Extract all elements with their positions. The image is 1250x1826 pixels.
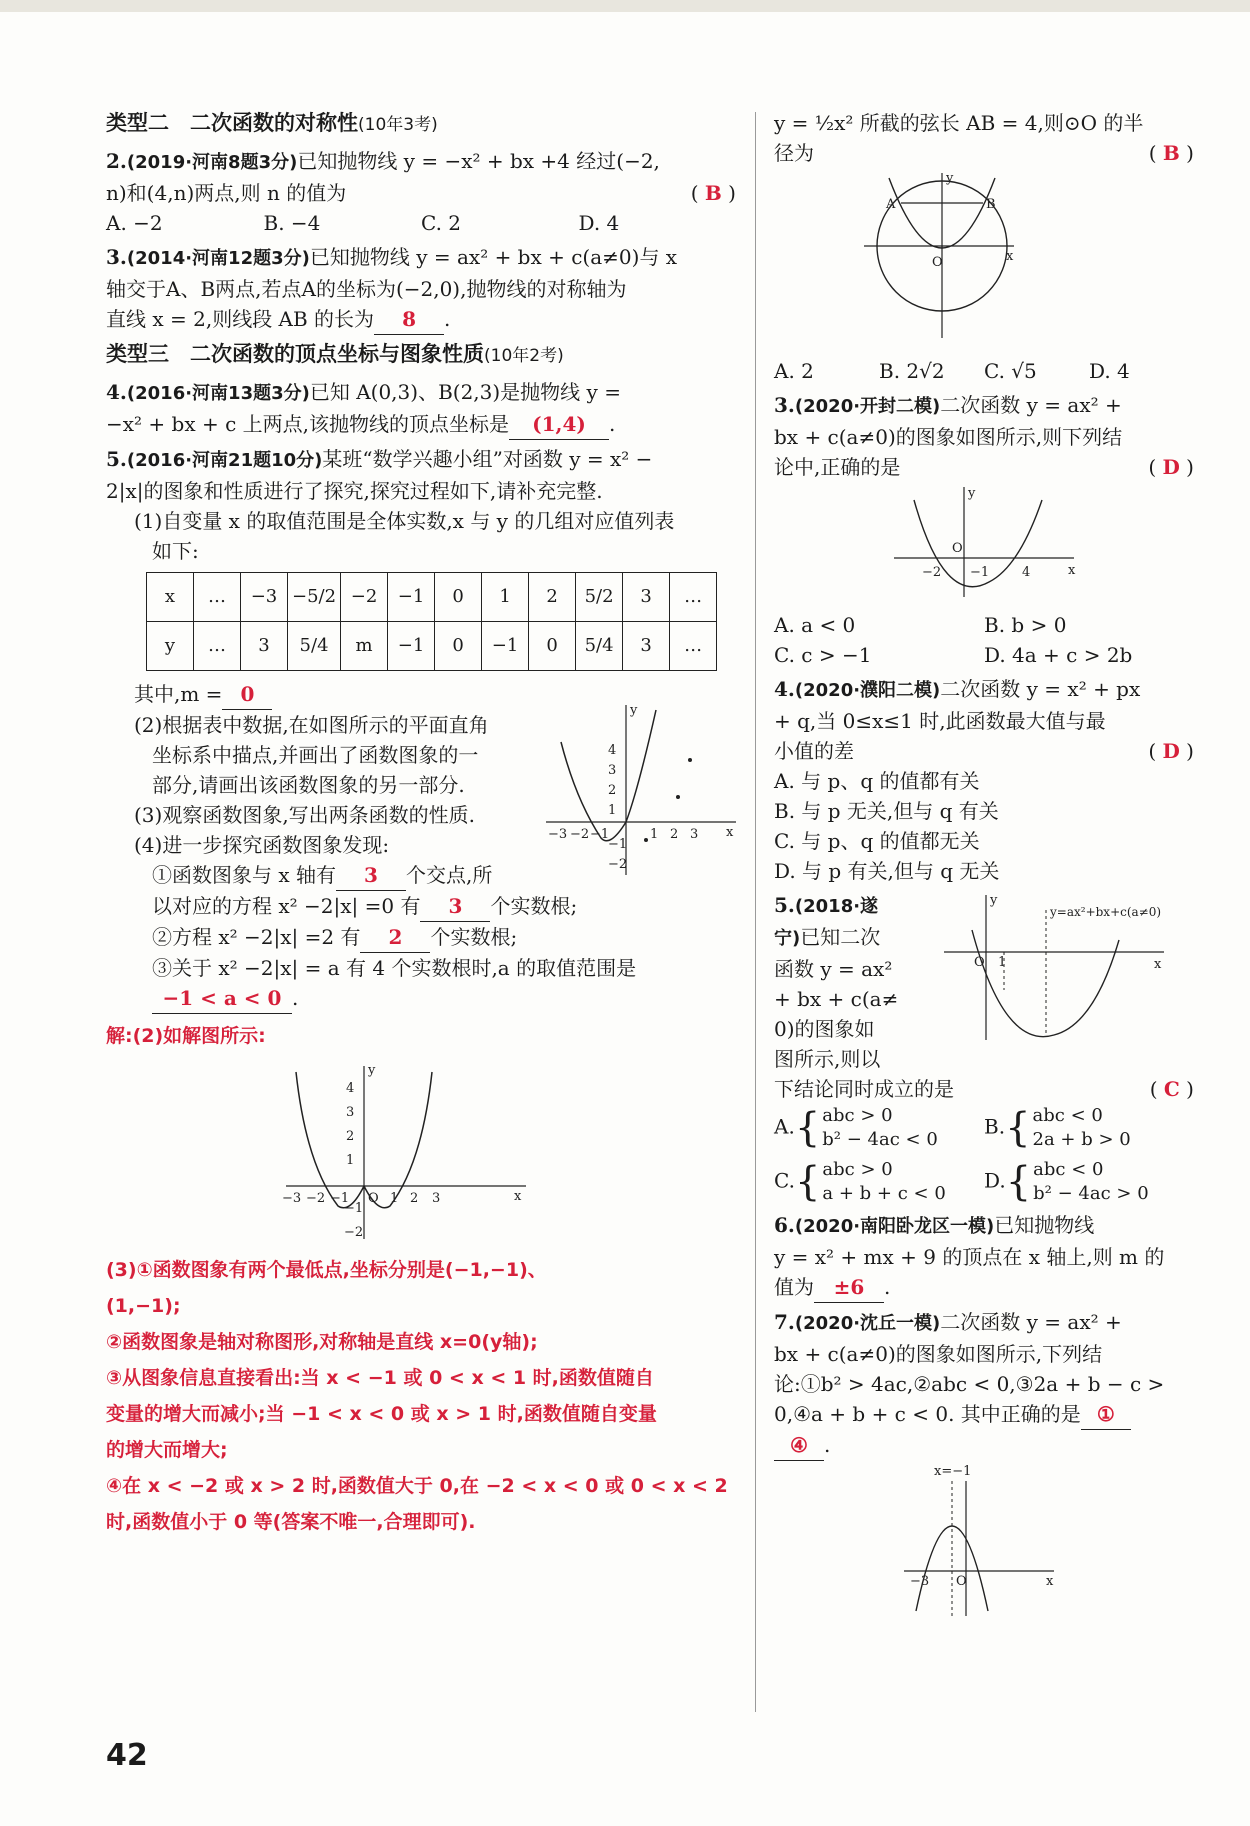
table-row: y … 3 5/4 m −1 0 −1 0 5/4 3 … [147,622,717,671]
svg-text:x: x [514,1189,522,1204]
left-column [106,108,736,1540]
solution-3-3a: ③从图象信息直接看出:当 x < −1 或 0 < x < 1 时,函数值随自 [106,1367,654,1389]
r-q7-answer-a: ① [1081,1399,1131,1430]
svg-text:−1: −1 [590,827,610,842]
solution-3-3b: 变量的增大而减小;当 −1 < x < 0 或 x > 1 时,函数值随自变量 [106,1403,657,1425]
svg-text:−2: −2 [570,827,590,842]
svg-text:2: 2 [346,1129,355,1144]
svg-text:−3: −3 [910,1574,930,1589]
svg-text:−2: −2 [306,1191,326,1206]
q2-answer: B [704,181,722,205]
svg-text:A: A [886,197,896,212]
r-q5-options: A. { abc > 0 b² − 4ac < 0 B. { abc < 0 2a + b > 0 C. { abc > 0 a + b + c < 0 D. { abc < 0 b² − 4ac > 0 [774,1105,1149,1205]
r-q2-options: A. 2 B. 2√2 C. √5 D. 4 [774,359,1130,383]
question-5: 5.(2016·河南21题10分)某班“数学兴趣小组”对函数 y = x² − 2|x|的图象和性质进行了探究,探究过程如下,请补充完整. (1)自变量 x 的取值范围是全体实数,x 与 y 的几组对应值列表 如下: x … −3 −5/2 −2 −1 0 1 2 5/2 3 … y … 3 5/4 m −1 0 −1 0 5/4 3 … 其中,m = 0 (2)根据表中数据,在如图所示的平面直角 坐标系中描点,并画出了函数图象的一 部分,请画出该函数图象的另一部分. (3)观察函数图象,写出两条函数的性质. (4)进一步探究函数图象发现: x y 4 3 2 1 −3 −2 −1 1 2 3 −1 −2 ①函数图象与 x 轴有 3 个交点,所 以对应的方程 x² −2|x| =0 有 3 个实数根; ②方程 x² −2|x| =2 有 2 个实数根; ③关于 x² −2|x| = a 有 4 个实数根时,a 的取值范围是 −1 < a < 0 . [106,444,736,1014]
r-q7-answer-b: ④ [774,1430,824,1461]
q3-answer: 8 [374,304,444,335]
solution-3-4b: 时,函数值小于 0 等(答案不唯一,合理即可). [106,1511,476,1533]
svg-text:O: O [974,955,985,970]
svg-text:O: O [368,1191,379,1206]
svg-text:−3: −3 [282,1191,302,1206]
svg-text:1: 1 [998,955,1007,970]
svg-text:y: y [368,1063,376,1078]
svg-text:3: 3 [346,1105,355,1120]
section-2-heading: 类型二 二次函数的对称性(10年3考) [106,111,438,135]
svg-text:4: 4 [608,743,617,758]
r-q3-graph [774,482,1194,602]
svg-text:B: B [986,197,996,212]
solution-3-4a: ④在 x < −2 或 x > 2 时,函数值大于 0,在 −2 < x < 0 或 0 < x < 2 [106,1475,728,1497]
svg-text:2: 2 [410,1191,419,1206]
q4-answer: (1,4) [509,409,609,440]
table-row: x … −3 −5/2 −2 −1 0 1 2 5/2 3 … [147,573,717,622]
svg-text:1: 1 [346,1153,355,1168]
svg-text:O: O [956,1574,967,1589]
solution-3-1b: (1,−1); [106,1295,181,1317]
svg-text:−2: −2 [922,565,942,580]
svg-text:−2: −2 [344,1225,364,1240]
q5-partial-graph [546,700,746,880]
r-q3-answer: D [1162,455,1180,479]
svg-text:y: y [968,486,976,501]
r-q6-answer: ±6 [814,1272,884,1303]
r-q4-answer: D [1162,739,1180,763]
question-2: 2.(2019·河南8题3分)已知抛物线 y = −x² + bx +4 经过(−2, n)和(4,n)两点,则 n 的值为 ( B ) A. −2 B. −4 C. 2 D. 4 [106,146,736,238]
value-table [146,572,717,671]
svg-text:y: y [630,703,638,718]
question-3: 3.(2014·河南12题3分)已知抛物线 y = ax² + bx + c(a≠0)与 x 轴交于A、B两点,若点A的坐标为(−2,0),抛物线的对称轴为 直线 x = 2,则线段 AB 的长为 8 . [106,242,736,335]
svg-text:y: y [946,171,954,186]
column-divider [755,112,756,1712]
q2-options: A. −2 B. −4 C. 2 D. 4 [106,211,620,235]
svg-text:x: x [1154,957,1162,972]
svg-text:−3: −3 [548,827,568,842]
svg-text:4: 4 [1022,565,1031,580]
r-question-7: 7.(2020·沈丘一模)二次函数 y = ax² + bx + c(a≠0)的图象如图所示,下列结 论:①b² > 4ac,②abc < 0,③2a + b − c > 0,④a + b + c < 0. 其中正确的是 ① ④ . x=−1 −3 O x [774,1307,1194,1629]
svg-text:−1: −1 [344,1201,364,1216]
solution-heading: 解:(2)如解图所示: [106,1025,266,1047]
svg-text:x: x [726,825,734,840]
svg-text:−2: −2 [608,857,628,872]
question-2-cont: y = ½x² 所截的弦长 AB = 4,则⊙O 的半 径为 ( B ) A B O x y A. 2 B. 2√2 C. √5 D. 4 [774,108,1194,386]
svg-text:−1: −1 [970,565,990,580]
solution-3-2: ②函数图象是轴对称图形,对称轴是直线 x=0(y轴); [106,1331,538,1353]
solution-3-3c: 的增大而增大; [106,1439,228,1461]
svg-text:4: 4 [346,1081,355,1096]
r-q2-answer: B [1162,141,1180,165]
circle-parabola-graph [774,168,1194,348]
a-range-answer: −1 < a < 0 [152,983,292,1014]
svg-text:2: 2 [670,827,679,842]
svg-text:1: 1 [390,1191,399,1206]
section-3-heading: 类型三 二次函数的顶点坐标与图象性质(10年2考) [106,342,564,366]
svg-text:y=ax²+bx+c(a≠0): y=ax²+bx+c(a≠0) [1050,905,1162,919]
top-bar [0,0,1250,12]
svg-text:y: y [990,893,998,908]
solution-graph [106,1054,736,1244]
svg-text:x: x [1006,249,1014,264]
svg-text:1: 1 [650,827,659,842]
svg-text:1: 1 [608,803,617,818]
svg-text:2: 2 [608,783,617,798]
roots2-answer: 2 [360,922,430,953]
svg-text:3: 3 [608,763,617,778]
r-question-5: 5.(2018·遂 宁)已知二次 函数 y = ax² + bx + c(a≠ 0)的图象如 图所示,则以 下结论同时成立的是 ( C ) y x O 1 y=ax²+bx+c(a≠0) A. { abc > 0 b² − 4ac < 0 B. { abc < 0 2a + b > 0 C. { abc > 0 a + b + c < 0 D. { abc < 0 b² − 4ac > 0 [774,890,1194,1206]
right-column [774,108,1194,1633]
r-question-3: 3.(2020·开封二模)二次函数 y = ax² + bx + c(a≠0)的图象如图所示,则下列结 论中,正确的是 ( D ) y x O −2 −1 4 A. a < 0 B. b > 0 C. c > −1 D. 4a + c > 2b [774,390,1194,670]
intersections-answer: 3 [336,860,406,891]
svg-text:x: x [1046,1574,1054,1589]
svg-text:O: O [952,541,963,556]
svg-text:3: 3 [690,827,699,842]
r-q7-graph [774,1461,1194,1621]
m-answer: 0 [222,679,272,710]
r-question-6: 6.(2020·南阳卧龙区一模)已知抛物线 y = x² + mx + 9 的顶点在 x 轴上,则 m 的 值为 ±6 . [774,1210,1194,1303]
r-question-4: 4.(2020·濮阳二模)二次函数 y = x² + px + q,当 0≤x≤1 时,此函数最大值与最 小值的差 ( D ) A. 与 p、q 的值都有关 B. 与 p 无关,但与 q 有关 C. 与 p、q 的值都无关 D. 与 p 有关,但与 q 无关 [774,677,1194,883]
roots-answer: 3 [420,891,490,922]
svg-text:−1: −1 [330,1191,350,1206]
question-4: 4.(2016·河南13题3分)已知 A(0,3)、B(2,3)是抛物线 y = −x² + bx + c 上两点,该抛物线的顶点坐标是 (1,4) . [106,377,736,440]
svg-text:O: O [932,255,943,270]
svg-text:−1: −1 [608,837,628,852]
svg-text:3: 3 [432,1191,441,1206]
solution-3-1a: (3)①函数图象有两个最低点,坐标分别是(−1,−1)、 [106,1259,547,1281]
r-q3-options: A. a < 0 B. b > 0 C. c > −1 D. 4a + c > 2b [774,613,1133,667]
page-number: 42 [106,1738,148,1773]
svg-text:x: x [1068,563,1076,578]
r-q5-answer: C [1163,1077,1180,1101]
svg-text:x=−1: x=−1 [934,1464,972,1479]
r-q5-graph [944,890,1194,1050]
